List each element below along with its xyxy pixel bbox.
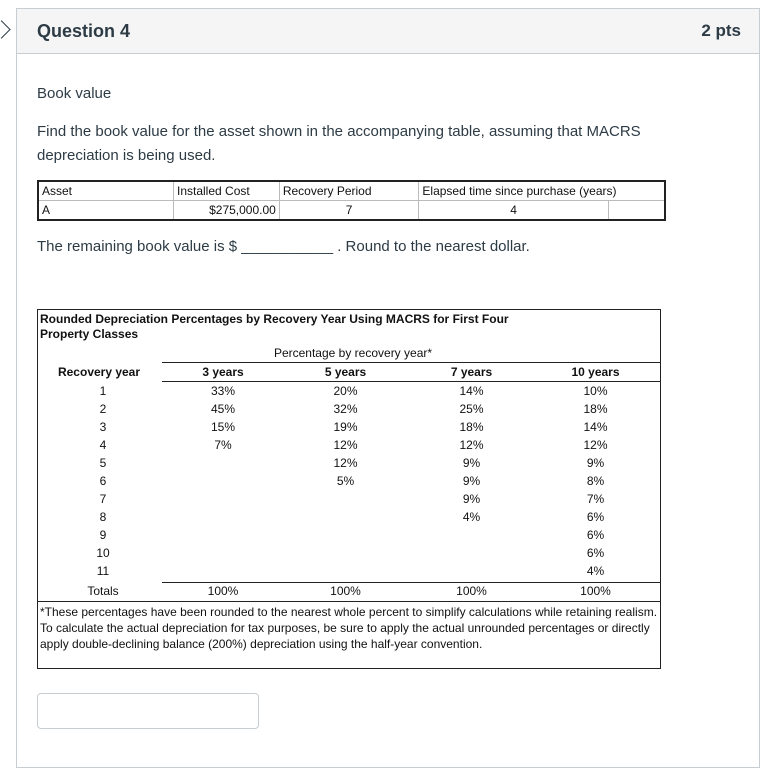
macrs-col-divider bbox=[162, 381, 660, 382]
asset-header-installed-cost: Installed Cost bbox=[174, 181, 280, 201]
macrs-cell-year: 1 bbox=[99, 384, 107, 398]
macrs-cell-5-years: 20% bbox=[333, 384, 358, 398]
macrs-title: Rounded Depreciation Percentages by Recovery Year Using MACRS for First Four Property Classes bbox=[40, 312, 509, 341]
asset-cell-asset: A bbox=[38, 201, 174, 221]
macrs-cell-year: 6 bbox=[99, 474, 107, 488]
macrs-totals-label: Totals bbox=[87, 584, 119, 598]
asset-header-elapsed-time: Elapsed time since purchase (years) bbox=[419, 181, 665, 201]
question-prompt: Find the book value for the asset shown in the accompanying table, assuming that MACRS depreciation is being used. bbox=[37, 123, 641, 164]
macrs-cell-5-years: 5% bbox=[336, 474, 355, 488]
macrs-cell-7-years: 4% bbox=[462, 510, 481, 524]
macrs-cell-7-years: 9% bbox=[462, 492, 481, 506]
asset-cell-empty bbox=[608, 201, 665, 221]
macrs-col-3-years: 3 years bbox=[202, 365, 244, 379]
macrs-cell-10-years: 7% bbox=[586, 492, 605, 506]
macrs-totals-divider bbox=[162, 582, 660, 583]
macrs-cell-7-years: 18% bbox=[459, 420, 484, 434]
macrs-cell-3-years: 45% bbox=[210, 402, 236, 416]
macrs-cell-10-years: 4% bbox=[586, 564, 605, 578]
asset-table-header-row bbox=[38, 181, 665, 201]
macrs-cell-year: 8 bbox=[99, 510, 107, 524]
macrs-cell-10-years: 6% bbox=[586, 510, 605, 524]
question-card bbox=[16, 8, 760, 768]
macrs-total-10-years: 100% bbox=[580, 584, 611, 598]
chevron-right-icon bbox=[0, 20, 11, 38]
macrs-cell-year: 7 bbox=[99, 492, 107, 506]
macrs-cell-7-years: 9% bbox=[462, 474, 481, 488]
macrs-cell-10-years: 10% bbox=[583, 384, 608, 398]
macrs-col-recovery-year: Recovery year bbox=[57, 365, 141, 379]
macrs-total-5-years: 100% bbox=[330, 584, 361, 598]
macrs-cell-5-years: 12% bbox=[333, 456, 358, 470]
macrs-cell-5-years: 32% bbox=[333, 402, 358, 416]
question-points: 2 pts bbox=[701, 21, 741, 40]
macrs-cell-3-years: 33% bbox=[210, 384, 236, 398]
question-title: Question 4 bbox=[37, 20, 131, 41]
macrs-percentage-header: Percentage by recovery year* bbox=[273, 346, 433, 360]
question-subtitle: Book value bbox=[37, 85, 112, 102]
macrs-cell-7-years: 25% bbox=[459, 402, 484, 416]
macrs-cell-7-years: 12% bbox=[459, 438, 484, 452]
asset-header-recovery-period: Recovery Period bbox=[279, 181, 419, 201]
macrs-cell-10-years: 6% bbox=[586, 528, 605, 542]
macrs-cell-year: 10 bbox=[96, 546, 110, 560]
macrs-total-7-years: 100% bbox=[456, 584, 487, 598]
asset-cell-recovery-period: 7 bbox=[279, 201, 419, 221]
macrs-cell-10-years: 6% bbox=[586, 546, 605, 560]
macrs-cell-10-years: 14% bbox=[583, 420, 608, 434]
macrs-table bbox=[37, 309, 661, 669]
answer-input[interactable] bbox=[37, 693, 259, 729]
macrs-cell-10-years: 12% bbox=[583, 438, 608, 452]
macrs-cell-3-years: 7% bbox=[214, 438, 232, 452]
macrs-cell-year: 5 bbox=[99, 456, 107, 470]
macrs-cell-year: 11 bbox=[96, 564, 110, 578]
macrs-cell-year: 3 bbox=[99, 420, 107, 434]
asset-table bbox=[37, 180, 666, 221]
macrs-cell-year: 9 bbox=[99, 528, 107, 542]
macrs-cell-10-years: 9% bbox=[586, 456, 605, 470]
macrs-cell-3-years: 15% bbox=[210, 420, 236, 434]
asset-header-asset: Asset bbox=[38, 181, 174, 201]
macrs-cell-7-years: 9% bbox=[462, 456, 481, 470]
asset-table-row bbox=[38, 201, 665, 221]
macrs-cell-10-years: 18% bbox=[583, 402, 608, 416]
macrs-col-5-years: 5 years bbox=[324, 365, 367, 379]
asset-cell-installed-cost: $275,000.00 bbox=[174, 201, 280, 221]
macrs-cell-5-years: 12% bbox=[333, 438, 358, 452]
macrs-cell-10-years: 8% bbox=[586, 474, 605, 488]
macrs-header-divider bbox=[162, 362, 660, 363]
remaining-book-value-text: The remaining book value is $ ___________ . Round to the nearest dollar. bbox=[37, 238, 530, 255]
macrs-total-3-years: 100% bbox=[207, 584, 239, 598]
macrs-cell-5-years: 19% bbox=[333, 420, 358, 434]
macrs-col-7-years: 7 years bbox=[450, 365, 493, 379]
asset-cell-elapsed-time: 4 bbox=[419, 201, 608, 221]
question-header bbox=[17, 9, 759, 54]
macrs-col-10-years: 10 years bbox=[571, 365, 620, 379]
macrs-cell-7-years: 14% bbox=[459, 384, 484, 398]
macrs-cell-year: 4 bbox=[99, 438, 107, 452]
macrs-footnote: *These percentages have been rounded to the nearest whole percent to simplify calculations while retaining realism. To calculate the actual depreciation for tax purposes, be sure to apply the actual unrounded percentages or directly apply double-declining balance (200%) depreciation using the half-year convention. bbox=[38, 601, 660, 652]
macrs-cell-year: 2 bbox=[99, 402, 107, 416]
